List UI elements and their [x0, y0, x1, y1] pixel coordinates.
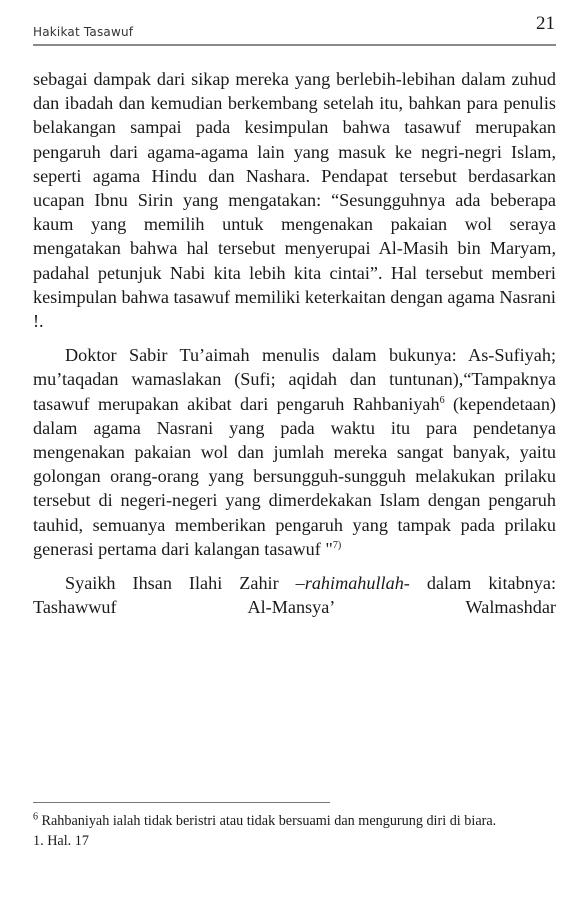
paragraph-3-text-b: dalam kitabnya: Tashawwuf Al-Mansya’ Walmashdar	[33, 573, 556, 618]
footnote-ref-7: 7)	[332, 539, 342, 551]
paragraph-3	[33, 571, 556, 619]
paragraph-1: sebagai dampak dari sikap mereka yang berlebih-lebihan dalam zuhud dan ibadah dan kemudian berkembang setelah itu, bahkan para penulis belakangan sampai pada kesimpulan bahwa tasawuf merupakan pengaruh dari agama-agama lain yang masuk ke negri-negri Islam, seperti agama Hindu dan Nashara. Pendapat tersebut berdasarkan ucapan Ibnu Sirin yang mengatakan: “Sesungguhnya ada beberapa kaum yang memilih untuk mengenakan pakaian wol seraya mengatakan bahwa hal tersebut menyerupai Al-Masih bin Maryam, padahal petunjuk Nabi kita lebih kita cintai”. Hal tersebut memberi kesimpulan bahwa tasawuf memiliki keterkaitan dengan agama Nasrani !.	[33, 69, 556, 332]
footnote-ref-6: 6	[439, 394, 445, 406]
paragraph-3-text-a: Syaikh Ihsan Ilahi Zahir	[65, 573, 296, 594]
footnotes	[33, 812, 556, 851]
paragraph-2	[33, 343, 556, 561]
footnote-6	[33, 812, 556, 831]
running-head: Hakikat Tasawuf	[33, 25, 134, 39]
footnote-7: 1. Hal. 17	[33, 833, 89, 849]
footnote-6-text: Rahbaniyah ialah tidak beristri atau tidak bersuami dan mengurung diri di biara.	[38, 813, 497, 829]
paragraph-2-text-b: (kependetaan) dalam agama Nasrani yang pada waktu itu para pendetanya mengenakan pakaian wol dan jumlah mereka sangat banyak, yaitu golongan orang-orang yang bersungguh-sungguh melakukan prilaku tersebut di negeri-negeri yang dimerdekakan Islam dengan pengaruh tauhid, semuanya memberikan pengaruh yang tampak pada prilaku generasi pertama dari kalangan tasawuf "	[33, 393, 556, 559]
body-text	[33, 67, 556, 619]
header-rule	[33, 44, 556, 46]
page-number: 21	[536, 13, 555, 34]
paragraph-3-italic: –rahimahullah-	[295, 573, 410, 594]
paragraph-2-text-a: Doktor Sabir Tu’aimah menulis dalam bukunya: As-Sufiyah; mu’taqadan wamaslakan (Sufi; aqidah dan tuntunan),“Tampaknya tasawuf merupakan akibat dari pengaruh Rahbaniyah	[33, 345, 556, 414]
footnote-6-mark: 6	[33, 811, 38, 823]
footnote-rule	[33, 802, 330, 803]
